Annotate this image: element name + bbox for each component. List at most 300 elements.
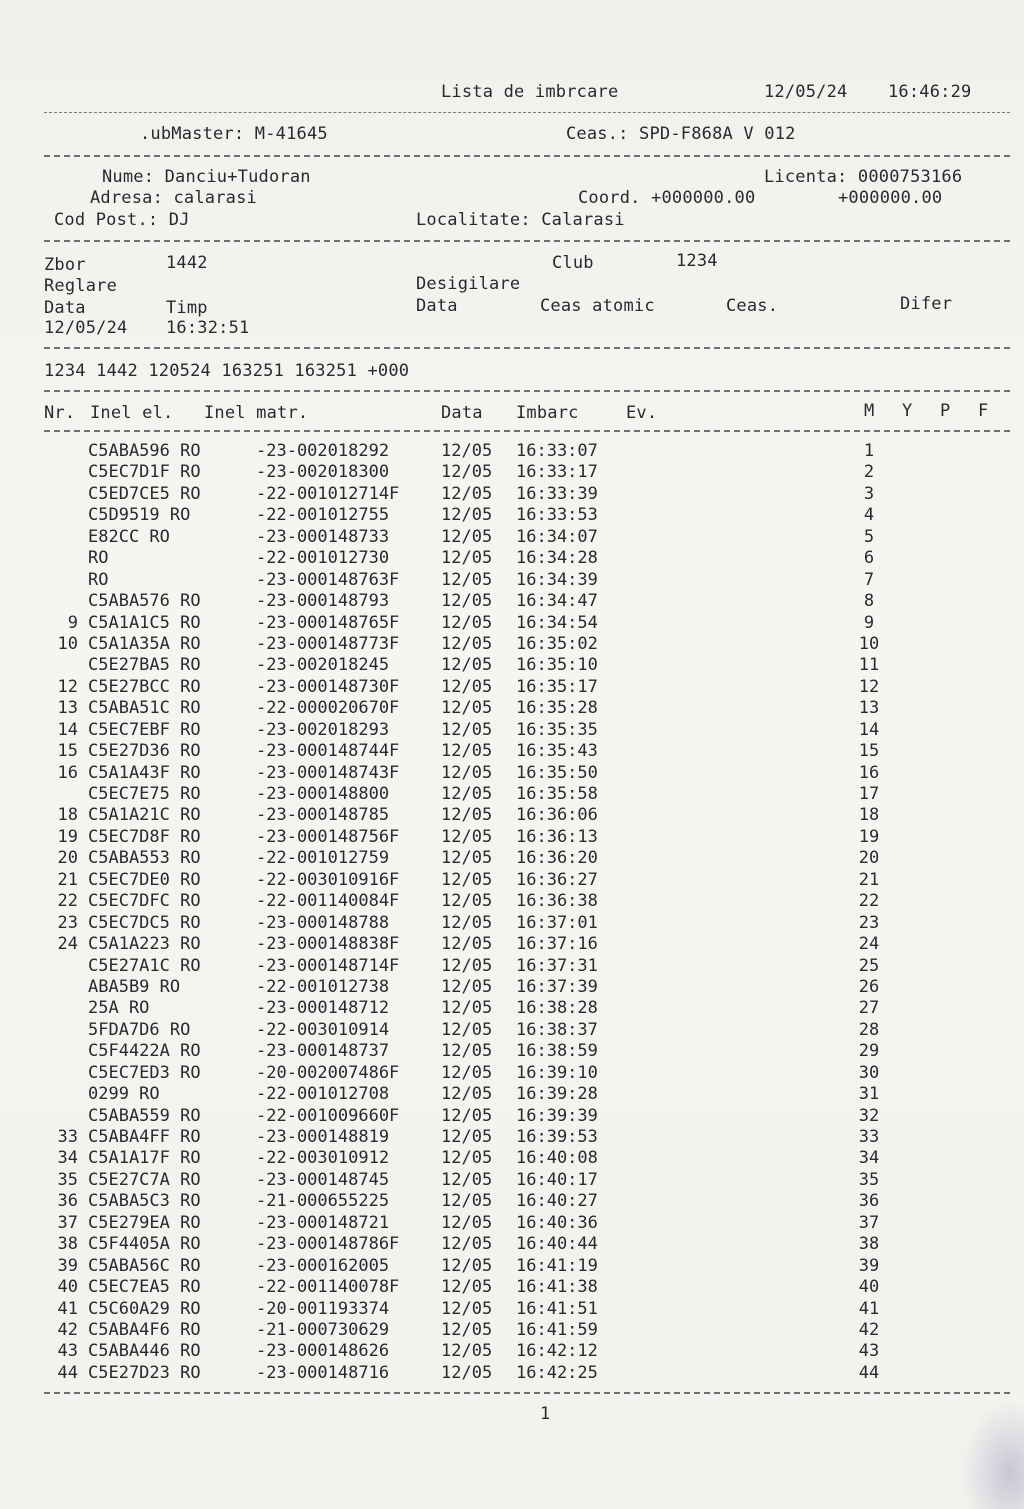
reglare-time-label: Timp <box>166 298 208 318</box>
row-number: 35 <box>57 1169 78 1190</box>
basket-date: 12/05 <box>441 1105 493 1126</box>
basket-time: 16:36:38 <box>516 891 598 912</box>
ring-number: -23-000148737 <box>256 1041 390 1062</box>
electronic-ring: C5E27D36 RO <box>88 741 201 762</box>
code-line: 1234 1442 120524 163251 163251 +000 <box>44 361 410 381</box>
row-number: 10 <box>57 633 78 654</box>
divider <box>44 430 1010 432</box>
table-row <box>0 741 1024 762</box>
ring-number: -23-000148730F <box>256 676 400 697</box>
basket-time: 16:34:07 <box>516 526 598 547</box>
col-ring-matr-header: Inel matr. <box>204 403 309 423</box>
print-time: 16:46:29 <box>888 82 972 102</box>
row-index: 25 <box>858 955 880 976</box>
divider <box>44 155 1010 157</box>
basket-time: 16:40:17 <box>516 1169 598 1190</box>
col-ev-header: Ev. <box>626 403 658 423</box>
basket-time: 16:40:08 <box>516 1148 598 1169</box>
table-row <box>0 1277 1024 1298</box>
row-number: 40 <box>57 1277 78 1298</box>
table-row <box>0 1020 1024 1041</box>
table-row <box>0 913 1024 934</box>
clubmaster-id: .ubMaster: M-41645 <box>140 124 328 144</box>
basket-time: 16:41:38 <box>516 1277 598 1298</box>
electronic-ring: C5A1A21C RO <box>88 805 201 826</box>
ring-number: -23-002018293 <box>256 719 390 740</box>
row-number: 44 <box>57 1362 78 1383</box>
electronic-ring: C5ABA576 RO <box>88 591 201 612</box>
electronic-ring: C5EC7DC5 RO <box>88 912 201 933</box>
col-f-header: F <box>978 401 989 421</box>
table-row <box>0 1127 1024 1148</box>
clock-label: Ceas. <box>726 296 779 316</box>
row-index: 10 <box>858 633 880 654</box>
basket-time: 16:36:20 <box>516 848 598 869</box>
ring-number: -22-001012708 <box>256 1084 390 1105</box>
row-index: 3 <box>863 483 875 504</box>
ring-number: -22-001012714F <box>256 483 400 504</box>
row-number: 13 <box>57 698 78 719</box>
basket-time: 16:37:31 <box>516 955 598 976</box>
locality: Localitate: Calarasi <box>416 210 625 230</box>
table-row <box>0 1256 1024 1277</box>
basket-date: 12/05 <box>441 569 493 590</box>
electronic-ring: C5E27D23 RO <box>88 1362 201 1383</box>
electronic-ring: C5EC7E75 RO <box>88 784 201 804</box>
row-number: 34 <box>57 1148 78 1169</box>
basket-time: 16:41:19 <box>516 1255 598 1276</box>
electronic-ring: RO <box>88 569 109 590</box>
ring-number: -23-000148721 <box>256 1212 390 1233</box>
ring-number: -23-000148626 <box>256 1341 390 1362</box>
ring-number: -23-000148763F <box>256 569 400 590</box>
row-index: 30 <box>858 1062 880 1083</box>
basket-time: 16:40:27 <box>516 1191 598 1212</box>
basket-date: 12/05 <box>441 612 493 633</box>
col-p-header: P <box>940 401 951 421</box>
col-date-header: Data <box>441 403 483 423</box>
basket-time: 16:41:51 <box>516 1298 598 1319</box>
basket-time: 16:39:53 <box>516 1127 598 1147</box>
basket-date: 12/05 <box>441 505 493 526</box>
basket-date: 12/05 <box>441 1212 493 1233</box>
electronic-ring: C5E27BA5 RO <box>88 655 201 676</box>
ring-number: -22-001012730 <box>256 548 390 569</box>
print-date: 12/05/24 <box>764 82 848 102</box>
row-number: 23 <box>57 912 78 933</box>
basket-date: 12/05 <box>441 548 493 569</box>
basket-date: 12/05 <box>441 633 493 654</box>
electronic-ring: C5A1A17F RO <box>88 1148 201 1169</box>
divider <box>44 240 1010 242</box>
table-row <box>0 891 1024 912</box>
row-index: 12 <box>858 676 880 697</box>
electronic-ring: C5ABA446 RO <box>88 1341 201 1362</box>
table-row <box>0 1341 1024 1362</box>
electronic-ring: C5EC7EBF RO <box>88 719 201 740</box>
electronic-ring: C5D9519 RO <box>88 505 191 526</box>
electronic-ring: C5A1A223 RO <box>88 934 201 955</box>
basket-date: 12/05 <box>441 1169 493 1190</box>
row-number: 14 <box>57 719 78 740</box>
ring-number: -22-003010914 <box>256 1019 390 1040</box>
row-index: 29 <box>858 1041 880 1062</box>
ring-number: -23-002018245 <box>256 655 390 676</box>
table-row <box>0 784 1024 805</box>
ring-number: -23-000148788 <box>256 912 390 933</box>
divider <box>44 1392 1010 1394</box>
electronic-ring: ABA5B9 RO <box>88 976 181 997</box>
table-row <box>0 1234 1024 1255</box>
row-number: 9 <box>67 612 78 633</box>
row-index: 33 <box>858 1127 880 1147</box>
row-index: 20 <box>858 848 880 869</box>
row-index: 23 <box>858 912 880 933</box>
table-row <box>0 1084 1024 1105</box>
ring-number: -23-000148793 <box>256 591 390 612</box>
row-index: 2 <box>863 462 875 483</box>
coordinates: Coord. +000000.00 <box>578 188 756 208</box>
electronic-ring: C5E279EA RO <box>88 1212 201 1233</box>
row-index: 5 <box>863 526 875 547</box>
ring-number: -23-000148785 <box>256 805 390 826</box>
row-index: 32 <box>858 1105 880 1126</box>
row-number: 42 <box>57 1319 78 1340</box>
difference-label: Difer <box>900 294 953 314</box>
table-row <box>0 548 1024 569</box>
basket-time: 16:38:28 <box>516 998 598 1019</box>
atomic-clock-label: Ceas atomic <box>540 296 655 316</box>
desigilare-label: Desigilare <box>416 274 521 294</box>
basket-date: 12/05 <box>441 1127 493 1147</box>
divider <box>44 390 1010 392</box>
flight-value: 1442 <box>166 253 208 273</box>
basket-date: 12/05 <box>441 784 493 804</box>
table-row <box>0 1320 1024 1341</box>
row-number: 38 <box>57 1234 78 1255</box>
basket-time: 16:40:44 <box>516 1234 598 1255</box>
table-row <box>0 1106 1024 1127</box>
basket-time: 16:35:28 <box>516 698 598 719</box>
electronic-ring: C5F4405A RO <box>88 1234 201 1255</box>
paper-stain <box>954 1389 1024 1509</box>
electronic-ring: C5ABA4F6 RO <box>88 1319 201 1340</box>
col-m-header: M <box>864 401 875 421</box>
row-index: 14 <box>858 719 880 740</box>
basket-date: 12/05 <box>441 912 493 933</box>
row-index: 22 <box>858 891 880 912</box>
basket-date: 12/05 <box>441 1362 493 1383</box>
row-number: 43 <box>57 1341 78 1362</box>
page-number: 1 <box>540 1404 551 1424</box>
basket-date: 12/05 <box>441 1041 493 1062</box>
table-row <box>0 655 1024 676</box>
basket-date: 12/05 <box>441 1298 493 1319</box>
ring-number: -22-001009660F <box>256 1105 400 1126</box>
table-row <box>0 677 1024 698</box>
row-index: 36 <box>858 1191 880 1212</box>
col-ring-el-header: Inel el. <box>90 403 174 423</box>
table-row <box>0 505 1024 526</box>
fancier-address: Adresa: calarasi <box>90 188 257 208</box>
basket-time: 16:35:50 <box>516 762 598 783</box>
document-title: Lista de imbrcare <box>441 82 619 102</box>
table-row <box>0 870 1024 891</box>
col-imbarc-header: Imbarc <box>516 403 579 423</box>
row-number: 18 <box>57 805 78 826</box>
row-index: 11 <box>858 655 880 676</box>
table-row <box>0 1363 1024 1384</box>
row-number: 41 <box>57 1298 78 1319</box>
table-row <box>0 934 1024 955</box>
row-index: 42 <box>858 1319 880 1340</box>
electronic-ring: C5ABA553 RO <box>88 848 201 869</box>
electronic-ring: C5EC7DFC RO <box>88 891 201 912</box>
row-index: 44 <box>858 1362 880 1383</box>
row-index: 16 <box>858 762 880 783</box>
basket-date: 12/05 <box>441 462 493 483</box>
basket-date: 12/05 <box>441 1277 493 1298</box>
table-row <box>0 441 1024 462</box>
row-index: 9 <box>863 612 875 633</box>
basketing-list <box>0 441 1024 1384</box>
electronic-ring: 0299 RO <box>88 1084 160 1105</box>
ring-number: -23-000148744F <box>256 741 400 762</box>
row-number: 16 <box>57 762 78 783</box>
row-index: 4 <box>863 505 875 526</box>
ring-number: -22-001012738 <box>256 976 390 997</box>
flight-label: Zbor <box>44 255 86 275</box>
table-row <box>0 720 1024 741</box>
row-index: 28 <box>858 1019 880 1040</box>
ring-number: -22-003010916F <box>256 869 400 890</box>
electronic-ring: C5ABA51C RO <box>88 698 201 719</box>
basket-time: 16:34:54 <box>516 612 598 633</box>
electronic-ring: C5C60A29 RO <box>88 1298 201 1319</box>
reglare-time: 16:32:51 <box>166 318 250 338</box>
basket-date: 12/05 <box>441 998 493 1019</box>
clock-id: Ceas.: SPD-F868A V 012 <box>566 124 796 144</box>
basket-time: 16:33:07 <box>516 441 598 461</box>
basket-time: 16:39:10 <box>516 1062 598 1083</box>
ring-number: -23-000162005 <box>256 1255 390 1276</box>
row-number: 12 <box>57 676 78 697</box>
basket-time: 16:41:59 <box>516 1319 598 1340</box>
row-index: 37 <box>858 1212 880 1233</box>
row-index: 6 <box>863 548 875 569</box>
electronic-ring: C5EC7DE0 RO <box>88 869 201 890</box>
basket-time: 16:33:53 <box>516 505 598 526</box>
row-number: 21 <box>57 869 78 890</box>
row-index: 41 <box>858 1298 880 1319</box>
ring-number: -22-003010912 <box>256 1148 390 1169</box>
row-index: 26 <box>858 976 880 997</box>
basket-time: 16:40:36 <box>516 1212 598 1233</box>
basket-time: 16:39:28 <box>516 1084 598 1105</box>
basket-time: 16:33:17 <box>516 462 598 483</box>
basket-time: 16:35:43 <box>516 741 598 762</box>
ring-number: -23-000148716 <box>256 1362 390 1383</box>
electronic-ring: 5FDA7D6 RO <box>88 1019 191 1040</box>
row-index: 24 <box>858 934 880 955</box>
row-index: 17 <box>858 784 880 804</box>
basket-date: 12/05 <box>441 655 493 676</box>
table-row <box>0 570 1024 591</box>
coordinates-2: +000000.00 <box>838 188 943 208</box>
table-row <box>0 634 1024 655</box>
basket-time: 16:35:17 <box>516 676 598 697</box>
electronic-ring: C5ABA596 RO <box>88 441 201 461</box>
electronic-ring: 25A RO <box>88 998 150 1019</box>
reglare-date-label: Data <box>44 298 86 318</box>
table-row <box>0 462 1024 483</box>
electronic-ring: C5E27C7A RO <box>88 1169 201 1190</box>
ring-number: -21-000655225 <box>256 1191 390 1212</box>
table-row <box>0 527 1024 548</box>
basket-date: 12/05 <box>441 1019 493 1040</box>
table-row <box>0 763 1024 784</box>
ring-number: -22-001140084F <box>256 891 400 912</box>
postal-code: Cod Post.: DJ <box>54 210 190 230</box>
table-row <box>0 805 1024 826</box>
row-number: 33 <box>57 1127 78 1147</box>
ring-number: -23-000148786F <box>256 1234 400 1255</box>
reglare-date: 12/05/24 <box>44 318 128 338</box>
divider <box>44 347 1010 349</box>
ring-number: -23-000148714F <box>256 955 400 976</box>
basket-date: 12/05 <box>441 483 493 504</box>
basket-time: 16:38:37 <box>516 1019 598 1040</box>
electronic-ring: C5ABA56C RO <box>88 1255 201 1276</box>
basket-date: 12/05 <box>441 976 493 997</box>
ring-number: -20-001193374 <box>256 1298 390 1319</box>
row-index: 15 <box>858 741 880 762</box>
basket-date: 12/05 <box>441 1148 493 1169</box>
row-index: 1 <box>863 441 875 461</box>
row-index: 34 <box>858 1148 880 1169</box>
ring-number: -23-000148733 <box>256 526 390 547</box>
ring-number: -22-001140078F <box>256 1277 400 1298</box>
electronic-ring: C5EC7D1F RO <box>88 462 201 483</box>
reglare-label: Reglare <box>44 276 118 296</box>
basket-time: 16:38:59 <box>516 1041 598 1062</box>
ring-number: -23-000148800 <box>256 784 390 804</box>
desigilare-date-label: Data <box>416 296 458 316</box>
row-number: 24 <box>57 934 78 955</box>
ring-number: -23-000148765F <box>256 612 400 633</box>
ring-number: -23-000148743F <box>256 762 400 783</box>
ring-number: -23-002018292 <box>256 441 390 461</box>
basket-date: 12/05 <box>441 1319 493 1340</box>
ring-number: -23-002018300 <box>256 462 390 483</box>
table-row <box>0 1041 1024 1062</box>
electronic-ring: C5EC7D8F RO <box>88 826 201 847</box>
basket-time: 16:34:47 <box>516 591 598 612</box>
row-number: 39 <box>57 1255 78 1276</box>
basket-date: 12/05 <box>441 719 493 740</box>
ring-number: -22-000020670F <box>256 698 400 719</box>
electronic-ring: C5ABA5C3 RO <box>88 1191 201 1212</box>
basket-date: 12/05 <box>441 1062 493 1083</box>
row-number: 19 <box>57 826 78 847</box>
basket-date: 12/05 <box>441 1191 493 1212</box>
basket-time: 16:35:02 <box>516 633 598 654</box>
electronic-ring: C5E27A1C RO <box>88 955 201 976</box>
license-number: Licenta: 0000753166 <box>764 167 963 187</box>
row-index: 21 <box>858 869 880 890</box>
electronic-ring: C5ABA559 RO <box>88 1105 201 1126</box>
club-label: Club <box>552 253 594 273</box>
row-index: 38 <box>858 1234 880 1255</box>
electronic-ring: C5EC7ED3 RO <box>88 1062 201 1083</box>
row-index: 18 <box>858 805 880 826</box>
basket-time: 16:35:58 <box>516 784 598 804</box>
row-index: 39 <box>858 1255 880 1276</box>
basket-time: 16:35:10 <box>516 655 598 676</box>
table-row <box>0 1213 1024 1234</box>
basket-date: 12/05 <box>441 955 493 976</box>
row-index: 19 <box>858 826 880 847</box>
electronic-ring: RO <box>88 548 109 569</box>
electronic-ring: C5A1A43F RO <box>88 762 201 783</box>
basket-date: 12/05 <box>441 698 493 719</box>
row-index: 27 <box>858 998 880 1019</box>
table-row <box>0 698 1024 719</box>
basket-date: 12/05 <box>441 848 493 869</box>
basket-time: 16:36:06 <box>516 805 598 826</box>
electronic-ring: C5ABA4FF RO <box>88 1127 201 1147</box>
electronic-ring: C5F4422A RO <box>88 1041 201 1062</box>
table-row <box>0 1170 1024 1191</box>
row-index: 7 <box>863 569 875 590</box>
table-row <box>0 591 1024 612</box>
basket-date: 12/05 <box>441 526 493 547</box>
basket-time: 16:37:39 <box>516 976 598 997</box>
electronic-ring: C5ED7CE5 RO <box>88 483 201 504</box>
basket-time: 16:33:39 <box>516 483 598 504</box>
basket-time: 16:42:12 <box>516 1341 598 1362</box>
basket-date: 12/05 <box>441 1234 493 1255</box>
basket-time: 16:34:28 <box>516 548 598 569</box>
basket-date: 12/05 <box>441 1341 493 1362</box>
basket-time: 16:35:35 <box>516 719 598 740</box>
ring-number: -23-000148773F <box>256 633 400 654</box>
row-index: 13 <box>858 698 880 719</box>
basket-date: 12/05 <box>441 869 493 890</box>
row-index: 40 <box>858 1277 880 1298</box>
electronic-ring: C5E27BCC RO <box>88 676 201 697</box>
ring-number: -22-001012755 <box>256 505 390 526</box>
basket-time: 16:39:39 <box>516 1105 598 1126</box>
basket-time: 16:37:16 <box>516 934 598 955</box>
basket-time: 16:42:25 <box>516 1362 598 1383</box>
row-number: 37 <box>57 1212 78 1233</box>
basket-date: 12/05 <box>441 741 493 762</box>
table-row <box>0 998 1024 1019</box>
basket-date: 12/05 <box>441 762 493 783</box>
table-row <box>0 1148 1024 1169</box>
table-row <box>0 1299 1024 1320</box>
table-row <box>0 484 1024 505</box>
ring-number: -20-002007486F <box>256 1062 400 1083</box>
ring-number: -23-000148745 <box>256 1169 390 1190</box>
table-row <box>0 1191 1024 1212</box>
row-number: 15 <box>57 741 78 762</box>
basket-time: 16:36:13 <box>516 826 598 847</box>
basket-date: 12/05 <box>441 591 493 612</box>
table-row <box>0 827 1024 848</box>
basket-date: 12/05 <box>441 826 493 847</box>
